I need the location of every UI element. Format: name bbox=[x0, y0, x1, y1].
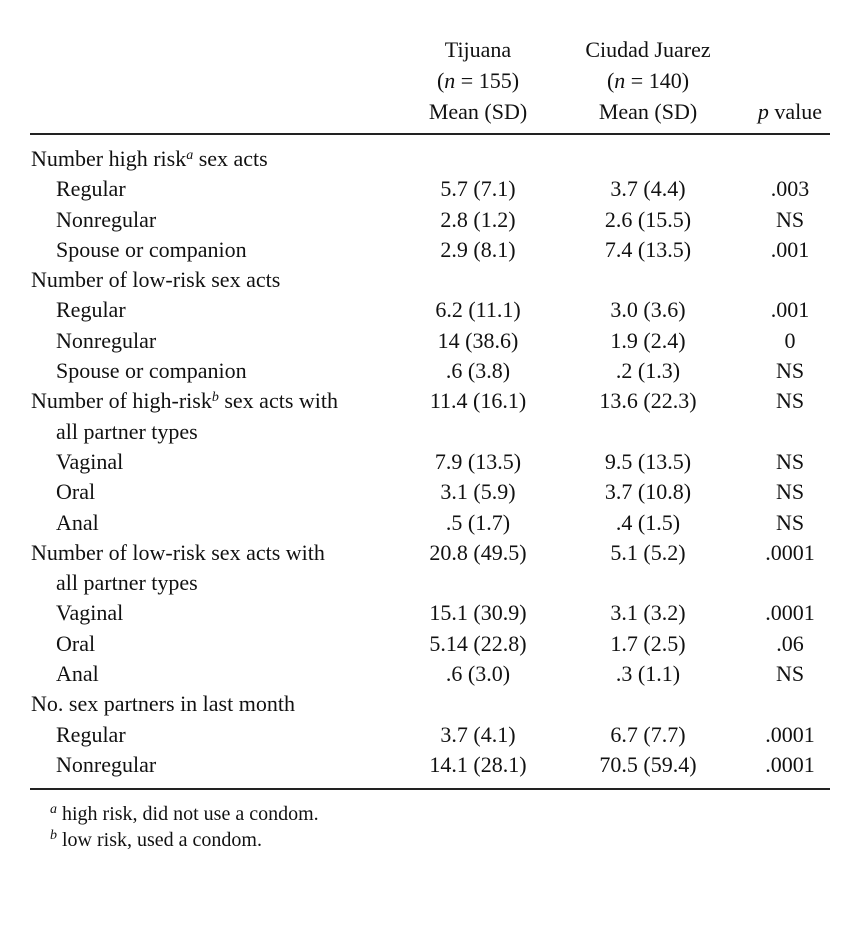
cell-tijuana: 14.1 (28.1) bbox=[429, 751, 527, 777]
cell-tijuana: 14 (38.6) bbox=[437, 327, 519, 353]
row-label bbox=[31, 689, 295, 719]
cell-p-value: .0001 bbox=[765, 600, 815, 626]
cell-tijuana: 3.7 (4.1) bbox=[440, 721, 516, 747]
table-row bbox=[0, 538, 860, 568]
cell-tijuana: 3.1 (5.9) bbox=[440, 479, 516, 505]
column-header-juarez-name: Ciudad Juarez bbox=[585, 37, 711, 62]
cell-p-value: NS bbox=[775, 448, 805, 474]
cell-p-value: .001 bbox=[770, 236, 810, 262]
row-label bbox=[56, 720, 126, 750]
cell-juarez: .4 (1.5) bbox=[615, 509, 681, 535]
footnote-mark: b bbox=[211, 390, 219, 406]
cell-juarez: 13.6 (22.3) bbox=[599, 388, 697, 414]
p-value-label: value bbox=[768, 99, 823, 124]
table-row bbox=[0, 629, 860, 659]
n-symbol: n bbox=[444, 68, 456, 93]
cell-p-value: .06 bbox=[776, 630, 804, 656]
table-row bbox=[0, 205, 860, 235]
n-value: = 140) bbox=[630, 68, 690, 93]
table-row bbox=[0, 689, 860, 719]
table-row bbox=[0, 598, 860, 628]
table-row bbox=[0, 386, 860, 416]
cell-juarez: 70.5 (59.4) bbox=[599, 751, 697, 777]
row-label-text: Nonregular bbox=[56, 206, 157, 232]
cell-tijuana: 5.14 (22.8) bbox=[429, 630, 527, 656]
table-row bbox=[0, 417, 860, 447]
row-label-text: Nonregular bbox=[56, 751, 157, 777]
column-header-tijuana bbox=[400, 34, 556, 127]
table-row bbox=[0, 447, 860, 477]
row-label-text: Number of low-risk sex acts bbox=[31, 267, 281, 293]
cell-tijuana: 11.4 (16.1) bbox=[429, 388, 527, 414]
row-label-text: sex acts bbox=[193, 146, 268, 171]
row-label-text: Nonregular bbox=[56, 327, 157, 353]
cell-p-value: .0001 bbox=[765, 721, 815, 747]
cell-p-value: NS bbox=[775, 479, 805, 505]
table-row bbox=[0, 477, 860, 507]
row-label-text: Regular bbox=[56, 297, 126, 323]
table-row bbox=[0, 659, 860, 689]
row-label-text: all partner types bbox=[56, 570, 198, 596]
table-row bbox=[0, 720, 860, 750]
row-label bbox=[56, 174, 126, 204]
table-row bbox=[0, 568, 860, 598]
row-label bbox=[56, 629, 95, 659]
cell-juarez: .3 (1.1) bbox=[615, 661, 681, 687]
row-label bbox=[56, 508, 99, 538]
cell-tijuana: 15.1 (30.9) bbox=[429, 600, 527, 626]
footnote-text: high risk, did not use a condom. bbox=[57, 803, 319, 825]
row-label-text: Number of high-risk bbox=[31, 388, 212, 414]
row-label-text: Oral bbox=[56, 479, 96, 505]
table-row bbox=[0, 295, 860, 325]
n-value: = 155) bbox=[460, 68, 520, 93]
cell-p-value: NS bbox=[775, 661, 805, 687]
column-header-juarez bbox=[560, 34, 736, 127]
cell-juarez: 6.7 (7.7) bbox=[610, 721, 686, 747]
cell-tijuana: 2.9 (8.1) bbox=[440, 236, 516, 262]
cell-juarez: 1.7 (2.5) bbox=[610, 630, 686, 656]
row-label-text: Regular bbox=[56, 176, 126, 202]
row-label-text: Anal bbox=[56, 509, 99, 535]
row-label bbox=[56, 356, 247, 386]
cell-tijuana: 2.8 (1.2) bbox=[440, 206, 516, 232]
footnote-mark: a bbox=[186, 148, 194, 163]
table-top-rule bbox=[30, 133, 830, 135]
cell-juarez: 3.7 (4.4) bbox=[610, 176, 686, 202]
row-label bbox=[31, 538, 325, 568]
row-label bbox=[31, 386, 338, 416]
column-header-juarez-n: (n = 140) bbox=[606, 68, 690, 93]
cell-p-value: NS bbox=[775, 388, 805, 414]
row-label-text: Spouse or companion bbox=[56, 358, 247, 384]
table-row bbox=[0, 235, 860, 265]
p-symbol: p bbox=[757, 99, 769, 124]
column-header-tijuana-stat: Mean (SD) bbox=[428, 99, 528, 124]
table-row bbox=[0, 174, 860, 204]
row-label-text: Anal bbox=[56, 661, 99, 687]
row-label bbox=[56, 417, 198, 447]
cell-p-value: NS bbox=[775, 358, 805, 384]
column-header-p-value bbox=[748, 96, 832, 127]
cell-juarez: 3.1 (3.2) bbox=[610, 600, 686, 626]
cell-juarez: 7.4 (13.5) bbox=[604, 236, 692, 262]
row-label bbox=[56, 598, 123, 628]
footnote-text: low risk, used a condom. bbox=[57, 829, 262, 851]
column-header-tijuana-name: Tijuana bbox=[444, 37, 512, 62]
cell-juarez: .2 (1.3) bbox=[615, 358, 681, 384]
cell-p-value: .0001 bbox=[765, 539, 815, 565]
cell-juarez: 2.6 (15.5) bbox=[604, 206, 692, 232]
row-label bbox=[56, 477, 95, 507]
table-row bbox=[0, 326, 860, 356]
row-label bbox=[31, 144, 268, 174]
footnote-a bbox=[50, 801, 319, 827]
table-row bbox=[0, 265, 860, 295]
cell-p-value: .0001 bbox=[765, 751, 815, 777]
cell-p-value: NS bbox=[775, 206, 805, 232]
column-header-tijuana-n: (n = 155) bbox=[436, 68, 520, 93]
row-label-text: all partner types bbox=[56, 418, 198, 444]
row-label-text: Vaginal bbox=[56, 600, 124, 626]
cell-tijuana: 20.8 (49.5) bbox=[429, 539, 527, 565]
cell-p-value: .001 bbox=[770, 297, 810, 323]
row-label bbox=[56, 326, 156, 356]
table-row bbox=[0, 356, 860, 386]
cell-tijuana: .5 (1.7) bbox=[445, 509, 511, 535]
cell-tijuana: .6 (3.8) bbox=[445, 358, 511, 384]
row-label-text: Spouse or companion bbox=[56, 236, 247, 262]
row-label-text: Vaginal bbox=[56, 448, 124, 474]
cell-p-value: NS bbox=[775, 509, 805, 535]
row-label bbox=[56, 447, 123, 477]
row-label bbox=[56, 659, 99, 689]
cell-tijuana: .6 (3.0) bbox=[445, 661, 511, 687]
row-label-text: Number high risk bbox=[31, 146, 187, 171]
row-label bbox=[56, 568, 198, 598]
row-label-text: sex acts with bbox=[218, 388, 339, 414]
row-label bbox=[56, 205, 156, 235]
row-label bbox=[56, 235, 247, 265]
table-row bbox=[0, 144, 860, 174]
cell-juarez: 5.1 (5.2) bbox=[610, 539, 686, 565]
cell-tijuana: 7.9 (13.5) bbox=[434, 448, 522, 474]
row-label-text: Number of low-risk sex acts with bbox=[31, 539, 325, 565]
cell-p-value: 0 bbox=[784, 327, 796, 353]
n-symbol: n bbox=[614, 68, 626, 93]
cell-juarez: 9.5 (13.5) bbox=[604, 448, 692, 474]
column-header-juarez-stat: Mean (SD) bbox=[598, 99, 698, 124]
table-bottom-rule bbox=[30, 788, 830, 790]
row-label bbox=[31, 265, 280, 295]
footnote-mark: b bbox=[50, 828, 57, 843]
table-body bbox=[0, 144, 860, 780]
row-label-text: No. sex partners in last month bbox=[31, 691, 295, 717]
cell-p-value: .003 bbox=[770, 176, 810, 202]
cell-tijuana: 5.7 (7.1) bbox=[440, 176, 516, 202]
cell-juarez: 1.9 (2.4) bbox=[610, 327, 686, 353]
footnote-b bbox=[50, 827, 262, 853]
row-label bbox=[56, 295, 126, 325]
row-label bbox=[56, 750, 156, 780]
footnote-mark: a bbox=[50, 802, 57, 817]
cell-tijuana: 6.2 (11.1) bbox=[435, 297, 521, 323]
cell-juarez: 3.0 (3.6) bbox=[610, 297, 686, 323]
cell-juarez: 3.7 (10.8) bbox=[604, 479, 692, 505]
table-row bbox=[0, 750, 860, 780]
row-label-text: Oral bbox=[56, 630, 96, 656]
row-label-text: Regular bbox=[56, 721, 126, 747]
table-row bbox=[0, 508, 860, 538]
